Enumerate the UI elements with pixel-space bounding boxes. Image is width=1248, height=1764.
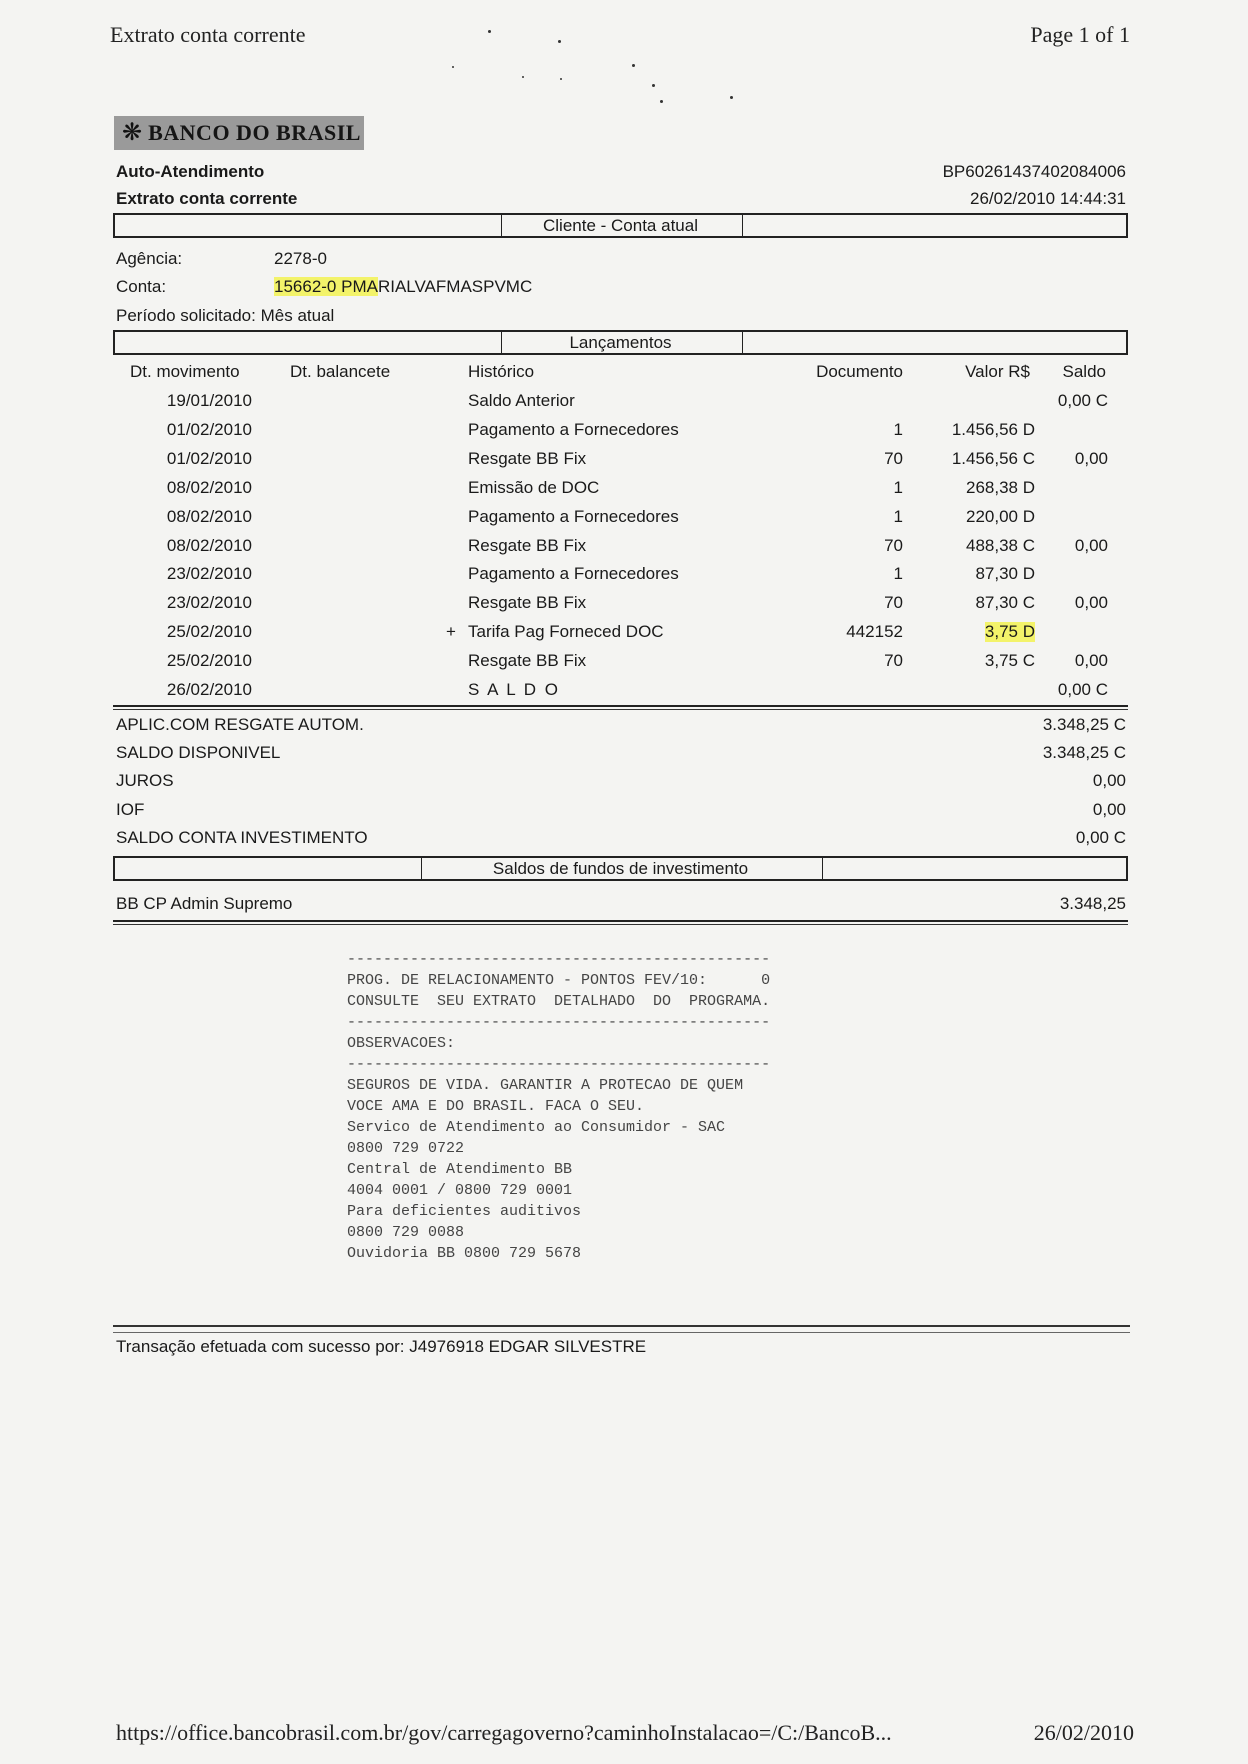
notes-line: Para deficientes auditivos [347, 1203, 582, 1220]
cell-marker: + [446, 622, 456, 642]
fund-bottom-rule [113, 920, 1128, 922]
cell-documento: 1 [893, 506, 903, 526]
scan-speck [522, 76, 524, 78]
section-cliente [113, 213, 1128, 238]
cell-valor: 488,38 C [966, 535, 1035, 555]
statement-datetime: 26/02/2010 14:44:31 [970, 189, 1126, 208]
table-row [0, 420, 1248, 448]
summary-value: 0,00 [1092, 799, 1126, 819]
summary-value: 0,00 C [1075, 827, 1126, 847]
notes-block [347, 949, 770, 1264]
document-id: BP60261437402084006 [942, 162, 1126, 181]
cell-documento: 1 [893, 564, 903, 584]
summary-row [116, 743, 1126, 771]
cell-documento: 1 [893, 477, 903, 497]
col-valor: Valor R$ [965, 362, 1030, 381]
cell-historico: Pagamento a Fornecedores [468, 419, 679, 439]
scan-speck [730, 96, 733, 99]
cell-documento: 1 [893, 419, 903, 439]
notes-line: 4004 0001 / 0800 729 0001 [347, 1182, 573, 1199]
summary-row [116, 715, 1126, 743]
table-row [0, 680, 1248, 708]
bank-logo [114, 116, 364, 150]
cell-dt-movimento: 08/02/2010 [166, 506, 252, 526]
cell-historico: Resgate BB Fix [468, 593, 587, 613]
cell-dt-movimento: 01/02/2010 [166, 419, 252, 439]
cell-historico: Resgate BB Fix [468, 535, 587, 555]
bank-logo-text: BANCO DO BRASIL [148, 120, 361, 145]
cell-valor: 1.456,56 D [951, 419, 1035, 439]
print-footer-date: 26/02/2010 [1033, 1720, 1134, 1745]
cell-saldo: 0,00 C [1057, 680, 1108, 699]
cell-historico: Pagamento a Fornecedores [468, 506, 679, 526]
fund-value: 3.348,25 [1059, 894, 1126, 913]
cell-valor: 87,30 C [975, 593, 1035, 613]
cell-dt-movimento: 25/02/2010 [166, 651, 252, 671]
transaction-confirmation: Transação efetuada com sucesso por: J4976918 EDGAR SILVESTRE [116, 1337, 647, 1356]
cell-dt-movimento: 25/02/2010 [166, 622, 252, 642]
summary-label: SALDO DISPONIVEL [116, 743, 281, 763]
notes-dash: ----------------------------------------------- [347, 1014, 771, 1031]
table-row [0, 622, 1248, 650]
notes-dash: ----------------------------------------------- [347, 1056, 771, 1073]
summary-label: APLIC.COM RESGATE AUTOM. [116, 715, 364, 734]
notes-line: VOCE AMA E DO BRASIL. FACA O SEU. [347, 1098, 645, 1115]
print-header-title: Extrato conta corrente [110, 22, 306, 47]
footer-rule [113, 1325, 1130, 1333]
cell-saldo: 0,00 [1074, 651, 1108, 671]
agencia-row [116, 249, 327, 269]
notes-line: Central de Atendimento BB [347, 1161, 573, 1178]
cell-historico: Resgate BB Fix [468, 448, 587, 468]
cell-historico: Saldo Anterior [468, 391, 575, 410]
scan-speck [632, 64, 635, 67]
summary-value: 3.348,25 C [1042, 743, 1126, 763]
table-row [0, 593, 1248, 621]
print-footer [116, 1720, 1134, 1750]
print-header [110, 22, 1130, 52]
col-historico: Histórico [468, 362, 535, 381]
fund-bottom-rule-2 [113, 924, 1128, 925]
statement-type: Extrato conta corrente [116, 189, 298, 208]
cell-dt-movimento: 19/01/2010 [166, 391, 252, 410]
cell-saldo: 0,00 C [1057, 391, 1108, 410]
table-header [0, 362, 1248, 390]
cell-historico: Tarifa Pag Forneced DOC [468, 622, 664, 642]
cell-valor: 268,38 D [966, 477, 1035, 497]
cell-dt-movimento: 01/02/2010 [166, 448, 252, 468]
cell-valor: 3,75 C [984, 651, 1035, 671]
notes-prog-line-1: PROG. DE RELACIONAMENTO - PONTOS FEV/10: 0 [347, 972, 771, 989]
cell-saldo: 0,00 [1074, 535, 1108, 555]
section-fundos [113, 856, 1128, 881]
cell-documento: 70 [884, 593, 903, 613]
conta-value-rest: RIALVAFMASPVMC [377, 277, 533, 296]
periodo-value: Mês atual [260, 306, 335, 325]
fund-row [116, 894, 1126, 922]
scan-speck [652, 84, 655, 87]
table-row [0, 536, 1248, 564]
summary-value: 3.348,25 C [1042, 715, 1126, 734]
print-footer-url[interactable]: https://office.bancobrasil.com.br/gov/carregagoverno?caminhoInstalacao=/C:/BancoB... [116, 1720, 892, 1745]
section-lancamentos [113, 330, 1128, 355]
col-documento: Documento [816, 362, 903, 381]
notes-line: Servico de Atendimento ao Consumidor - SAC [347, 1119, 726, 1136]
section-fundos-title: Saldos de fundos de investimento [492, 859, 749, 878]
conta-label: Conta: [116, 277, 167, 296]
summary-row [116, 800, 1126, 828]
col-dt-balancete: Dt. balancete [290, 362, 391, 381]
scan-speck [660, 100, 663, 103]
notes-dash: ----------------------------------------------- [347, 951, 771, 968]
cell-historico: S A L D O [468, 680, 561, 699]
cell-historico: Emissão de DOC [468, 477, 600, 497]
table-row [0, 449, 1248, 477]
scan-speck [488, 30, 491, 33]
scan-speck [452, 66, 454, 68]
agencia-value: 2278-0 [274, 249, 327, 268]
cell-dt-movimento: 23/02/2010 [166, 593, 252, 613]
cell-documento: 442152 [846, 622, 903, 642]
table-row [0, 507, 1248, 535]
col-saldo: Saldo [1062, 362, 1106, 381]
scan-speck [558, 40, 561, 43]
agencia-label: Agência: [116, 249, 183, 268]
fund-name: BB CP Admin Supremo [116, 894, 293, 913]
cell-dt-movimento: 26/02/2010 [166, 680, 252, 699]
summary-value: 0,00 [1092, 771, 1126, 791]
periodo-label: Período solicitado: [116, 306, 256, 325]
cell-valor: 3,75 D [984, 622, 1035, 642]
cell-historico: Resgate BB Fix [468, 651, 587, 671]
cell-documento: 70 [884, 448, 903, 468]
print-header-page: Page 1 of 1 [1030, 22, 1130, 47]
cell-valor: 1.456,56 C [951, 448, 1035, 468]
table-row [0, 651, 1248, 679]
section-cliente-title: Cliente - Conta atual [543, 216, 698, 235]
cell-valor: 220,00 D [966, 506, 1035, 526]
summary-row [116, 771, 1126, 799]
cell-saldo: 0,00 [1074, 593, 1108, 613]
conta-value-highlighted: 15662-0 PMA [274, 277, 378, 296]
section-lancamentos-title: Lançamentos [569, 333, 672, 352]
summary-label: JUROS [116, 771, 174, 791]
notes-line: Ouvidoria BB 0800 729 5678 [347, 1245, 582, 1262]
cell-dt-movimento: 08/02/2010 [166, 535, 252, 555]
cell-saldo: 0,00 [1074, 448, 1108, 468]
banco-do-brasil-logo-icon: ❋ [122, 119, 143, 146]
notes-prog-line-2: CONSULTE SEU EXTRATO DETALHADO DO PROGRAMA. [347, 993, 771, 1010]
table-row [0, 478, 1248, 506]
table-bottom-rule-2 [113, 709, 1128, 710]
cell-dt-movimento: 08/02/2010 [166, 477, 252, 497]
cell-historico: Pagamento a Fornecedores [468, 564, 679, 584]
notes-obs-title: OBSERVACOES: [347, 1035, 456, 1052]
scan-speck [560, 78, 562, 80]
table-bottom-rule [113, 705, 1128, 707]
summary-row [116, 828, 1126, 856]
col-dt-movimento: Dt. movimento [130, 362, 240, 381]
notes-line: 0800 729 0088 [347, 1224, 465, 1241]
cell-documento: 70 [884, 535, 903, 555]
cell-valor: 87,30 D [975, 564, 1035, 584]
table-row [0, 564, 1248, 592]
notes-line: SEGUROS DE VIDA. GARANTIR A PROTECAO DE QUEM [347, 1077, 744, 1094]
table-row [0, 391, 1248, 419]
summary-label: IOF [116, 799, 145, 819]
channel-label: Auto-Atendimento [116, 162, 265, 181]
cell-dt-movimento: 23/02/2010 [166, 564, 252, 584]
notes-line: 0800 729 0722 [347, 1140, 465, 1157]
periodo-row [116, 306, 334, 326]
cell-documento: 70 [884, 651, 903, 671]
conta-row [116, 277, 532, 297]
summary-label: SALDO CONTA INVESTIMENTO [116, 827, 368, 847]
